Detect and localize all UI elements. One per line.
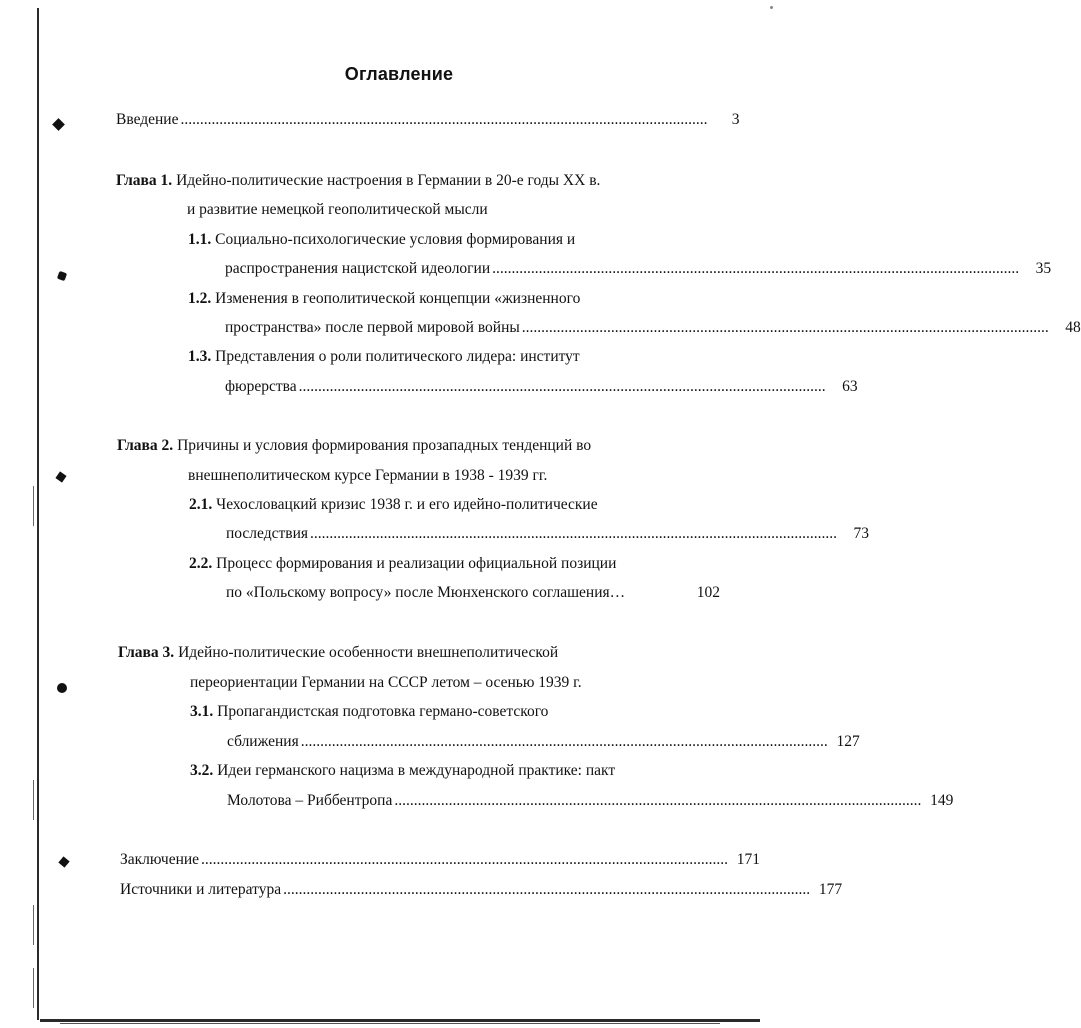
punch-mark-5 <box>58 856 69 867</box>
toc-entry-section-3-1-cont <box>227 731 860 753</box>
section-label: 3.1. <box>190 703 214 720</box>
toc-entry-text: сближения <box>227 733 299 750</box>
page-number: 149 <box>930 792 954 809</box>
toc-entry-section-1-3 <box>188 346 708 368</box>
toc-entry-text: и развитие немецкой геополитической мысли <box>187 201 488 218</box>
toc-entry-section-1-2 <box>188 288 708 310</box>
toc-entry-section-1-3-cont <box>225 376 858 398</box>
section-label: 3.2. <box>190 762 214 779</box>
chapter-label: Глава 3. <box>118 644 175 661</box>
page-number: 177 <box>818 881 843 898</box>
section-label: 1.2. <box>188 290 212 307</box>
toc-entry-section-3-1 <box>190 701 710 723</box>
page-number: 102 <box>696 584 720 601</box>
toc-entry-section-2-2 <box>189 553 719 575</box>
page-number: 48 <box>1065 319 1081 336</box>
scan-tick-3 <box>33 905 34 945</box>
punch-mark-1 <box>52 118 65 131</box>
scan-speck <box>770 6 773 9</box>
chapter-label: Глава 1. <box>116 172 173 189</box>
dot-leader: ........................................................................................................................................ <box>300 733 828 750</box>
toc-entry-text: внешнеполитическом курсе Германии в 1938 - 1939 гг. <box>188 467 548 484</box>
toc-entry-section-2-2-cont <box>226 582 720 604</box>
punch-mark-2 <box>57 271 67 281</box>
section-label: 1.1. <box>188 231 212 248</box>
toc-entry-sources <box>120 879 843 901</box>
toc-entry-section-1-1 <box>188 229 708 251</box>
toc-entry-text: фюрерства <box>225 378 297 395</box>
toc-entry-chapter-1 <box>116 170 716 192</box>
toc-entry-text: Заключение <box>120 851 200 868</box>
toc-entry-section-2-1 <box>189 494 709 516</box>
dot-leader: ........................................................................................................................................ <box>521 319 1049 336</box>
toc-entry-text: Источники и литература <box>120 881 282 898</box>
toc-entry-text: Идеи германского нацизма в международной практике: пакт <box>217 762 616 779</box>
page-number: 35 <box>1035 260 1052 277</box>
toc-entry-text: последствия <box>226 525 309 542</box>
dot-leader: ........................................................................................................................................ <box>283 881 811 898</box>
toc-entry-text: Изменения в геополитической концепции «жизненного <box>215 290 581 307</box>
toc-entry-text: пространства» после первой мировой войны <box>225 319 520 336</box>
toc-entry-section-3-2-cont <box>227 790 954 812</box>
punch-mark-4 <box>57 683 67 693</box>
toc-entry-chapter-3-cont <box>190 672 710 694</box>
page-bottom-edge <box>40 1019 760 1022</box>
toc-entry-text: Причины и условия формирования прозападных тенденций во <box>177 437 592 454</box>
dot-leader: ........................................................................................................................................ <box>310 525 838 542</box>
section-label: 1.3. <box>188 348 212 365</box>
toc-entry-chapter-2-cont <box>188 465 708 487</box>
toc-entry-chapter-3 <box>118 642 718 664</box>
toc-entry-section-1-1-cont <box>225 258 1052 280</box>
toc-entry-text: распространения нацистской идеологии <box>225 260 491 277</box>
scan-tick-1 <box>33 486 34 526</box>
toc-entry-section-1-2-cont <box>225 317 1081 339</box>
scan-tick-4 <box>33 968 34 1008</box>
toc-entry-text: Идейно-политические настроения в Германии в 20-е годы XX в. <box>176 172 601 189</box>
toc-entry-text: переориентации Германии на СССР летом – осенью 1939 г. <box>190 674 582 691</box>
page-number: 73 <box>853 525 870 542</box>
page-number: 171 <box>736 851 761 868</box>
toc-entry-text: Процесс формирования и реализации официальной позиции <box>216 555 617 572</box>
toc-entry-text: Пропагандистская подготовка германо-советского <box>217 703 549 720</box>
section-label: 2.1. <box>189 496 213 513</box>
punch-mark-3 <box>55 471 66 482</box>
toc-entry-text: Идейно-политические особенности внешнеполитической <box>178 644 559 661</box>
toc-entry-conclusion <box>120 849 761 871</box>
dot-leader: ........................................................................................................................................ <box>492 260 1020 277</box>
toc-entry-section-2-1-cont <box>226 523 870 545</box>
binding-edge-line <box>37 8 39 1020</box>
page-number: 63 <box>842 378 858 395</box>
chapter-label: Глава 2. <box>117 437 174 454</box>
toc-entry-text: Чехословацкий кризис 1938 г. и его идейно-политические <box>216 496 598 513</box>
toc-entry-chapter-2 <box>117 435 717 457</box>
page-number: 127 <box>836 733 860 750</box>
page-bottom-edge-shadow <box>60 1023 720 1024</box>
toc-entry-chapter-1-cont <box>187 199 707 221</box>
page-number: 3 <box>731 111 740 128</box>
section-label: 2.2. <box>189 555 213 572</box>
toc-entry-text: Молотова – Риббентропа <box>227 792 393 809</box>
dot-leader: ........................................................................................................................................ <box>201 851 729 868</box>
toc-entry-section-3-2 <box>190 760 720 782</box>
dot-leader: ........................................................................................................................................ <box>298 378 826 395</box>
scan-tick-2 <box>33 780 34 820</box>
dot-leader: ........................................................................................................................................ <box>180 111 708 128</box>
toc-entry-text: по «Польскому вопросу» после Мюнхенского соглашения… <box>226 584 626 601</box>
toc-entry-introduction <box>116 109 740 131</box>
toc-entry-text: Представления о роли политического лидера: институт <box>215 348 580 365</box>
dot-leader: ........................................................................................................................................ <box>394 792 922 809</box>
toc-entry-text: Введение <box>116 111 179 128</box>
toc-entry-text: Социально-психологические условия формирования и <box>215 231 576 248</box>
page-title: Оглавление <box>344 64 454 84</box>
